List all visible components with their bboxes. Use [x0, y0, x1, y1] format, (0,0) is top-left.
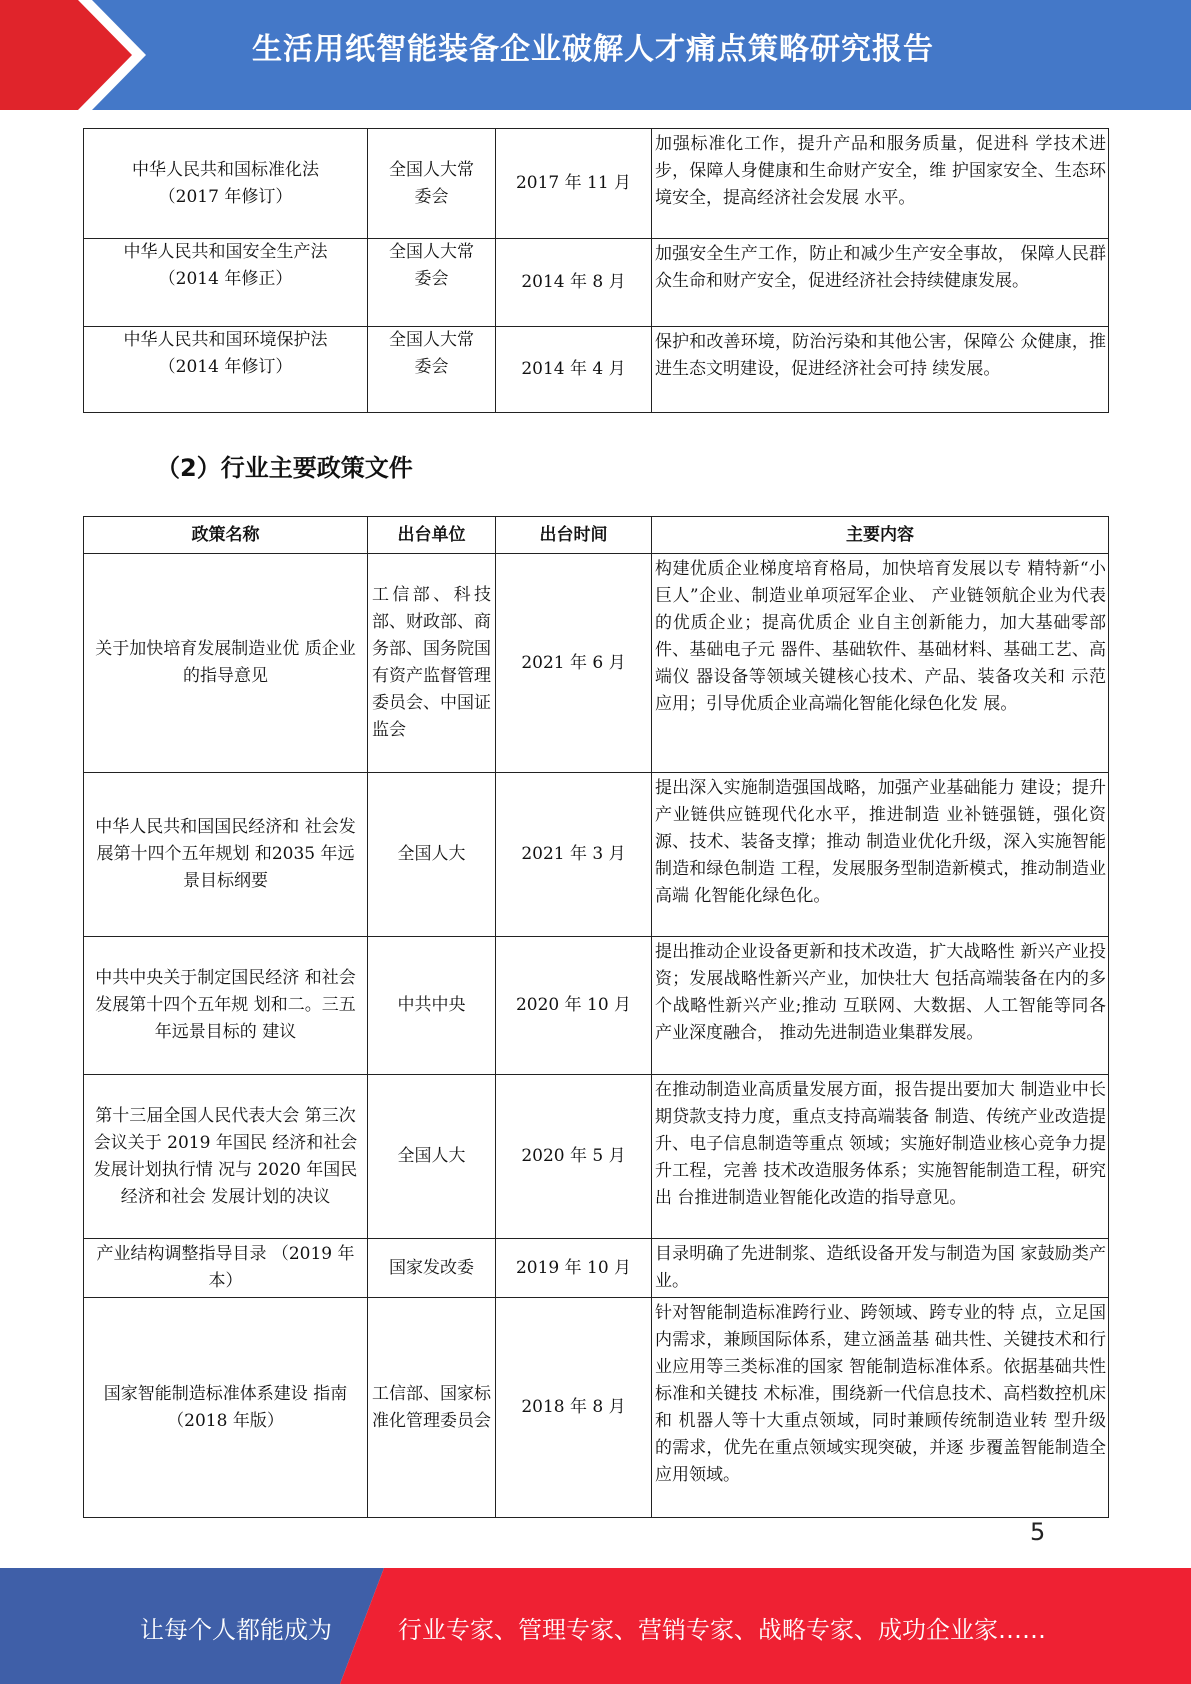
- main-content: 提出深入实施制造强国战略，加强产业基础能力 建设；提升产业链供应链现代化水平，推进制造 业补链强链，强化资源、技术、装备支撑；推动 制造业优化升级，深入实施智能制造和绿色制造 工程，发展服务型制造新模式，推动制造业高端 化智能化绿色化。: [652, 773, 1109, 937]
- table-row: [84, 554, 1109, 773]
- table-row: [84, 1298, 1109, 1518]
- issuing-unit: 中共中央: [368, 937, 496, 1075]
- issuing-unit: 全国人大: [368, 1075, 496, 1239]
- law-name: 中华人民共和国标准化法 （2017 年修订）: [84, 129, 368, 239]
- laws-table: [83, 128, 1109, 413]
- page-footer: [0, 1568, 1191, 1684]
- issuing-unit: 全国人大常 委会: [368, 129, 496, 239]
- issue-date: 2014 年 8 月: [496, 239, 652, 327]
- column-header-date: 出台时间: [496, 517, 652, 554]
- main-content: 目录明确了先进制浆、造纸设备开发与制造为国 家鼓励类产业。: [652, 1239, 1109, 1298]
- policy-name: 关于加快培育发展制造业优 质企业的指导意见: [84, 554, 368, 773]
- issue-date: 2021 年 6 月: [496, 554, 652, 773]
- issuing-unit: 全国人大常 委会: [368, 239, 496, 327]
- column-header-content: 主要内容: [652, 517, 1109, 554]
- main-content: 构建优质企业梯度培育格局，加快培育发展以专 精特新“小巨人”企业、制造业单项冠军企业、 产业链领航企业为代表的优质企业；提高优质企 业自主创新能力，加大基础零部件、基础电子元 器件、基础软件、基础材料、基础工艺、高端仪 器设备等领域关键核心技术、产品、装备攻关和 示范应用；引导优质企业高端化智能化绿色化发 展。: [652, 554, 1109, 773]
- table-row: [84, 1075, 1109, 1239]
- policy-name: 产业结构调整指导目录 （2019 年本）: [84, 1239, 368, 1298]
- column-header-name: 政策名称: [84, 517, 368, 554]
- issue-date: 2020 年 10 月: [496, 937, 652, 1075]
- issue-date: 2017 年 11 月: [496, 129, 652, 239]
- policy-name: 第十三届全国人民代表大会 第三次会议关于 2019 年国民 经济和社会发展计划执行情 况与 2020 年国民经济和社会 发展计划的决议: [84, 1075, 368, 1239]
- policies-table: [83, 516, 1109, 1518]
- issuing-unit: 国家发改委: [368, 1239, 496, 1298]
- law-name: 中华人民共和国环境保护法 （2014 年修订）: [84, 327, 368, 413]
- table-header-row: [84, 517, 1109, 554]
- table-row: [84, 129, 1109, 239]
- issue-date: 2021 年 3 月: [496, 773, 652, 937]
- column-header-unit: 出台单位: [368, 517, 496, 554]
- issuing-unit: 工信部、科技部、财政部、商务部、国务院国有资产监督管理委员会、中国证监会: [368, 554, 496, 773]
- issue-date: 2019 年 10 月: [496, 1239, 652, 1298]
- page-header: [0, 0, 1191, 110]
- table-row: [84, 327, 1109, 413]
- section-heading: （2）行业主要政策文件: [156, 454, 413, 482]
- policy-name: 中共中央关于制定国民经济 和社会发展第十四个五年规 划和二。三五年远景目标的 建议: [84, 937, 368, 1075]
- table-row: [84, 773, 1109, 937]
- main-content: 保护和改善环境，防治污染和其他公害，保障公 众健康，推进生态文明建设，促进经济社会可持 续发展。: [652, 327, 1109, 413]
- main-content: 加强标准化工作，提升产品和服务质量，促进科 学技术进步，保障人身健康和生命财产安全，维 护国家安全、生态环境安全，提高经济社会发展 水平。: [652, 129, 1109, 239]
- issue-date: 2014 年 4 月: [496, 327, 652, 413]
- table-row: [84, 239, 1109, 327]
- issuing-unit: 全国人大: [368, 773, 496, 937]
- issue-date: 2020 年 5 月: [496, 1075, 652, 1239]
- footer-slogan-right: 行业专家、管理专家、营销专家、战略专家、成功企业家……: [398, 1616, 1046, 1644]
- footer-slogan-left: 让每个人都能成为: [140, 1616, 332, 1644]
- main-content: 针对智能制造标准跨行业、跨领域、跨专业的特 点，立足国内需求，兼顾国际体系，建立涵盖基 础共性、关键技术和行业应用等三类标准的国家 智能制造标准体系。依据基础共性标准和关键技 术标准，围绕新一代信息技术、高档数控机床和 机器人等十大重点领域，同时兼顾传统制造业转 型升级的需求，优先在重点领域实现突破，并逐 步覆盖智能制造全应用领域。: [652, 1298, 1109, 1518]
- policy-name: 国家智能制造标准体系建设 指南（2018 年版）: [84, 1298, 368, 1518]
- main-content: 在推动制造业高质量发展方面，报告提出要加大 制造业中长期贷款支持力度，重点支持高端装备 制造、传统产业改造提升、电子信息制造等重点 领域；实施好制造业核心竞争力提升工程，完善 技术改造服务体系；实施智能制造工程，研究出 台推进制造业智能化改造的指导意见。: [652, 1075, 1109, 1239]
- header-arrow-decoration: [0, 0, 160, 110]
- issuing-unit: 工信部、国家标准化管理委员会: [368, 1298, 496, 1518]
- issuing-unit: 全国人大常 委会: [368, 327, 496, 413]
- main-content: 提出推动企业设备更新和技术改造，扩大战略性 新兴产业投资；发展战略性新兴产业，加快壮大 包括高端装备在内的多个战略性新兴产业;推动 互联网、大数据、人工智能等同各产业深度融合， 推动先进制造业集群发展。: [652, 937, 1109, 1075]
- table-row: [84, 1239, 1109, 1298]
- report-title: 生活用纸智能装备企业破解人才痛点策略研究报告: [252, 32, 934, 67]
- table-row: [84, 937, 1109, 1075]
- issue-date: 2018 年 8 月: [496, 1298, 652, 1518]
- page-number: 5: [1030, 1518, 1046, 1546]
- law-name: 中华人民共和国安全生产法 （2014 年修正）: [84, 239, 368, 327]
- main-content: 加强安全生产工作，防止和减少生产安全事故， 保障人民群众生命和财产安全，促进经济社会持续健康发展。: [652, 239, 1109, 327]
- policy-name: 中华人民共和国国民经济和 社会发展第十四个五年规划 和2035 年远景目标纲要: [84, 773, 368, 937]
